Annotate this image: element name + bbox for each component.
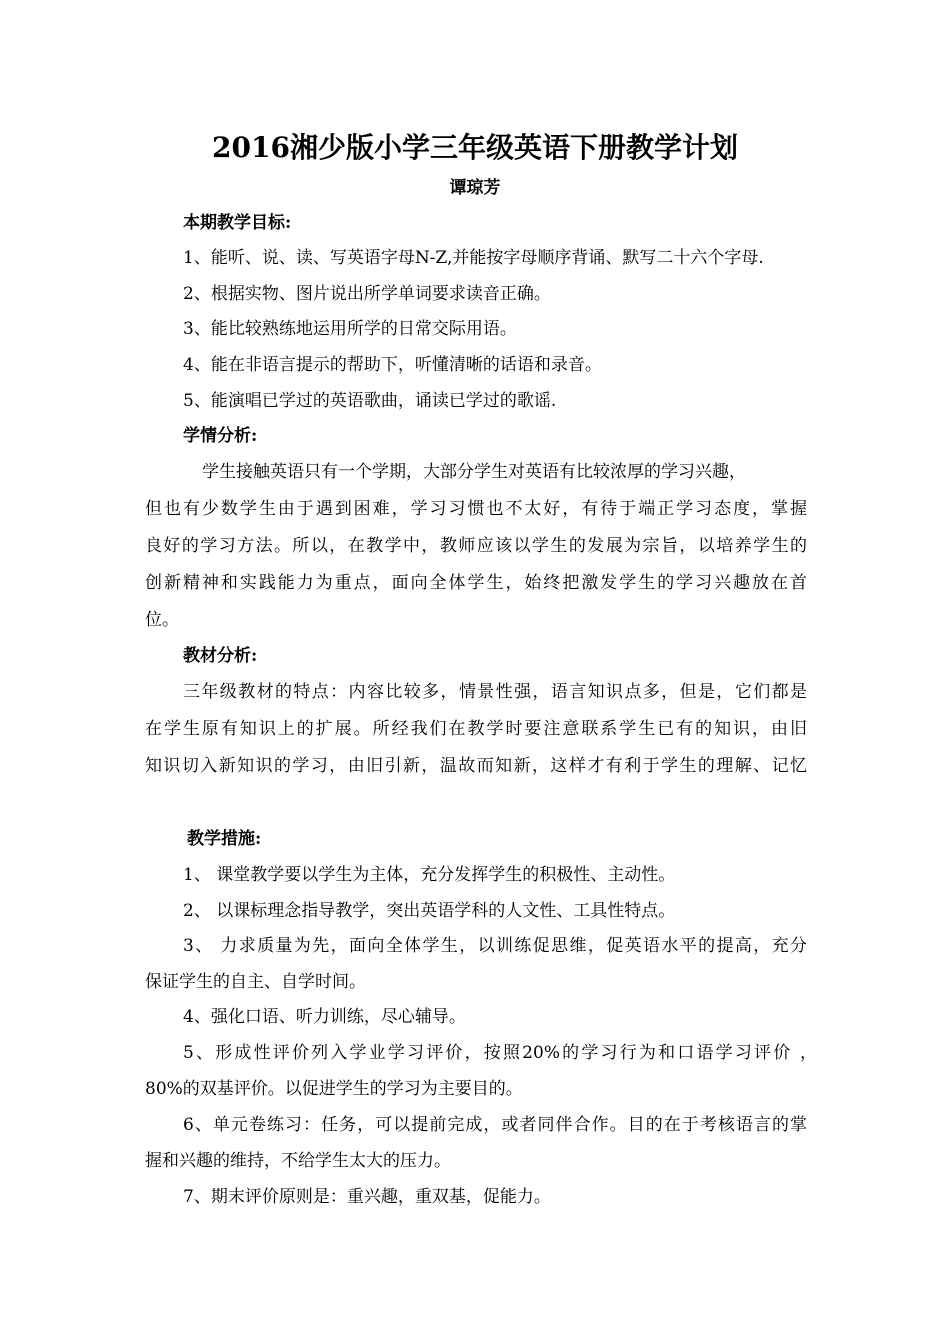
paragraph-line: 知识切入新知识的学习，由旧引新，温故而知新，这样才有利于学生的理解、记忆 xyxy=(145,756,807,776)
section-heading-measures: 教学措施: xyxy=(187,829,262,849)
goal-item: 1、能听、说、读、写英语字母N-Z,并能按字母顺序背诵、默写二十六个字母. xyxy=(183,248,764,268)
goal-item: 3、能比较熟练地运用所学的日常交际用语。 xyxy=(183,319,517,339)
measure-item-continued: 握和兴趣的维持，不给学生太大的压力。 xyxy=(145,1151,451,1171)
author-name: 谭琼芳 xyxy=(449,178,501,198)
paragraph-line: 三年级教材的特点：内容比较多，情景性强，语言知识点多，但是，它们都是 xyxy=(183,682,807,702)
section-heading-student-analysis: 学情分析: xyxy=(183,426,258,446)
paragraph-line: 在学生原有知识上的扩展。所经我们在教学时要注意联系学生已有的知识，由旧 xyxy=(145,719,807,739)
paragraph-line: 良好的学习方法。所以，在教学中，教师应该以学生的发展为宗旨，以培养学生的 xyxy=(145,536,807,556)
section-heading-goals: 本期教学目标: xyxy=(183,213,292,233)
measure-item: 6、单元卷练习：任务，可以提前完成，或者同伴合作。目的在于考核语言的掌 xyxy=(183,1115,807,1135)
paragraph-line: 学生接触英语只有一个学期，大部分学生对英语有比较浓厚的学习兴趣， xyxy=(202,462,746,482)
paragraph-line: 创新精神和实践能力为重点，面向全体学生，始终把激发学生的学习兴趣放在首 xyxy=(145,573,807,593)
paragraph-line: 位。 xyxy=(145,610,179,630)
measure-item: 2、 以课标理念指导教学，突出英语学科的人文性、工具性特点。 xyxy=(183,901,676,921)
measure-item: 1、 课堂教学要以学生为主体，充分发挥学生的积极性、主动性。 xyxy=(183,865,676,885)
paragraph-line: 但也有少数学生由于遇到困难，学习习惯也不太好，有待于端正学习态度，掌握 xyxy=(145,499,807,519)
section-heading-material-analysis: 教材分析: xyxy=(183,646,258,666)
goal-item: 4、能在非语言提示的帮助下，听懂清晰的话语和录音。 xyxy=(183,355,602,375)
measure-item: 7、期末评价原则是：重兴趣，重双基，促能力。 xyxy=(183,1187,551,1207)
measure-item-continued: 保证学生的自主、自学时间。 xyxy=(145,972,366,992)
measure-item: 3、 力求质量为先，面向全体学生，以训练促思维，促英语水平的提高，充分 xyxy=(183,936,807,956)
measure-item: 5、形成性评价列入学业学习评价，按照20%的学习行为和口语学习评价 ， xyxy=(183,1043,817,1063)
measure-item-continued: 80%的双基评价。以促进学生的学习为主要目的。 xyxy=(145,1079,523,1099)
goal-item: 2、根据实物、图片说出所学单词要求读音正确。 xyxy=(183,284,551,304)
page-title: 2016湘少版小学三年级英语下册教学计划 xyxy=(212,131,738,164)
measure-item: 4、强化口语、听力训练，尽心辅导。 xyxy=(183,1007,466,1027)
goal-item: 5、能演唱已学过的英语歌曲，诵读已学过的歌谣. xyxy=(183,391,557,411)
